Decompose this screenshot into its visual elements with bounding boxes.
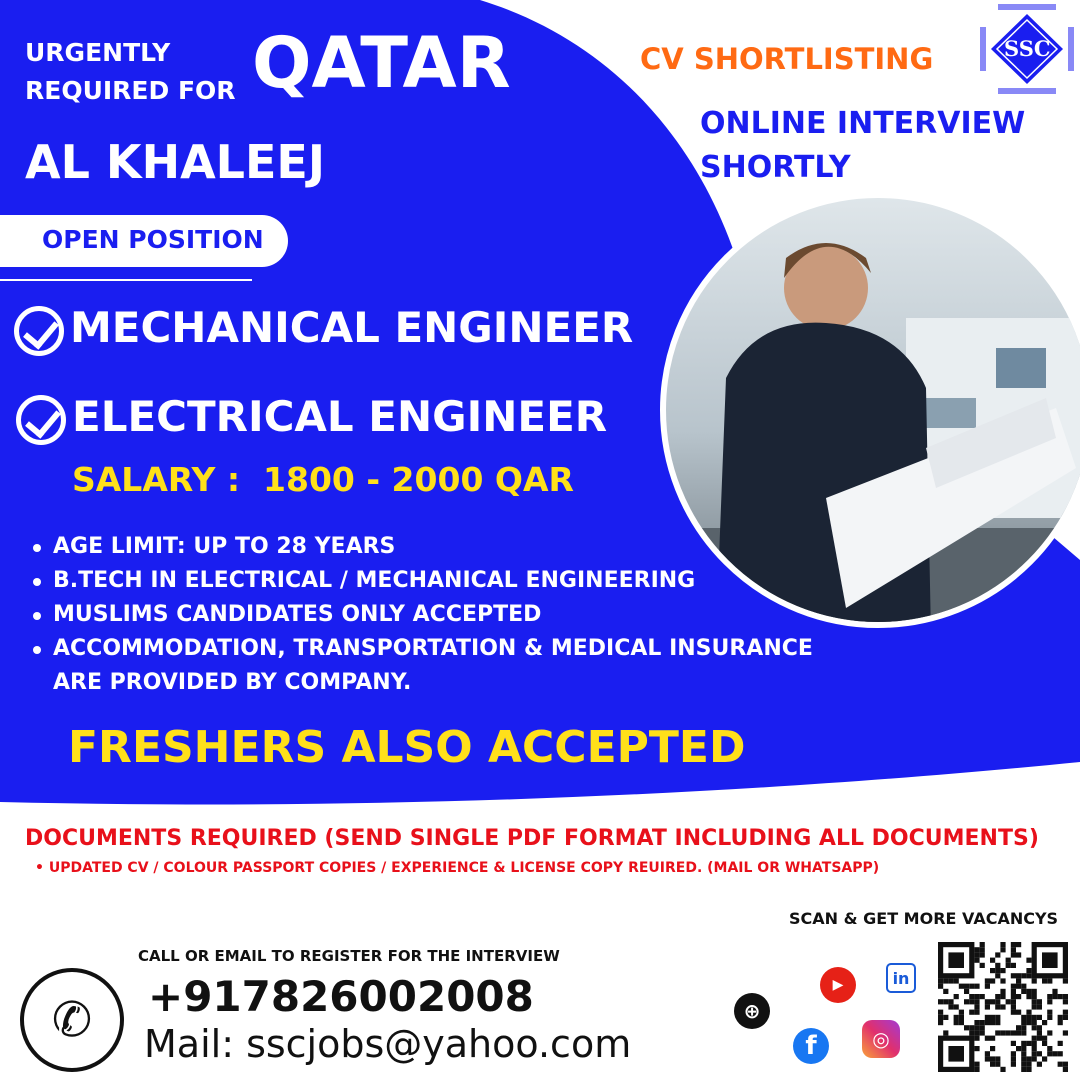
position-mechanical: [14, 303, 633, 356]
requirements-list: [27, 530, 827, 700]
documents-title: DOCUMENTS REQUIRED (SEND SINGLE PDF FORMAT INCLUDING ALL DOCUMENTS): [25, 826, 1039, 851]
requirement-item: ACCOMMODATION, TRANSPORTATION & MEDICAL INSURANCE ARE PROVIDED BY COMPANY.: [27, 632, 827, 700]
facebook-icon[interactable]: f: [793, 1028, 829, 1064]
logo-text: SSC: [1004, 36, 1051, 61]
cv-shortlisting: CV SHORTLISTING: [640, 42, 934, 76]
country-title: QATAR: [252, 22, 511, 104]
freshers-text: FRESHERS ALSO ACCEPTED: [68, 722, 746, 773]
documents-item: • UPDATED CV / COLOUR PASSPORT COPIES / EXPERIENCE & LICENSE COPY REUIRED. (MAIL OR WHATSAPP): [35, 860, 880, 876]
requirement-item: AGE LIMIT: UP TO 28 YEARS: [27, 530, 827, 564]
check-circle-icon: [14, 306, 64, 356]
shortly-label: SHORTLY: [700, 150, 851, 185]
urgently-label: URGENTLY: [25, 38, 171, 67]
instagram-icon[interactable]: ◎: [862, 1020, 900, 1058]
open-position-badge: OPEN POSITION: [0, 215, 288, 267]
engineer-photo: [660, 192, 1080, 628]
call-label: CALL OR EMAIL TO REGISTER FOR THE INTERVIEW: [138, 947, 560, 965]
requirement-item: MUSLIMS CANDIDATES ONLY ACCEPTED: [27, 598, 827, 632]
position-label: ELECTRICAL ENGINEER: [72, 392, 608, 441]
position-label: MECHANICAL ENGINEER: [70, 303, 634, 352]
scan-label: SCAN & GET MORE VACANCYS: [789, 909, 1059, 928]
email-address[interactable]: Mail: sscjobs@yahoo.com: [144, 1022, 632, 1066]
ssc-logo: [978, 2, 1076, 96]
documents-item-text: UPDATED CV / COLOUR PASSPORT COPIES / EXPERIENCE & LICENSE COPY REUIRED. (MAIL OR WHATSAPP): [48, 860, 880, 876]
salary-text: SALARY : 1800 - 2000 QAR: [72, 460, 574, 499]
online-interview-label: ONLINE INTERVIEW: [700, 106, 1026, 141]
online-interview-text: [700, 102, 1025, 190]
position-electrical: [16, 392, 607, 445]
required-for-label: REQUIRED FOR: [25, 76, 236, 105]
check-circle-icon: [16, 395, 66, 445]
divider: [0, 279, 252, 281]
youtube-icon[interactable]: ▶: [820, 967, 856, 1003]
company-name: AL KHALEEJ: [25, 135, 325, 189]
globe-icon[interactable]: ⊕: [734, 993, 770, 1029]
requirement-item: B.TECH IN ELECTRICAL / MECHANICAL ENGINEERING: [27, 564, 827, 598]
urgently-required-text: [25, 34, 236, 110]
linkedin-icon[interactable]: in: [886, 963, 916, 993]
qr-code[interactable]: [936, 940, 1070, 1074]
phone-icon: ✆: [20, 968, 124, 1072]
phone-number[interactable]: +917826002008: [148, 972, 534, 1021]
